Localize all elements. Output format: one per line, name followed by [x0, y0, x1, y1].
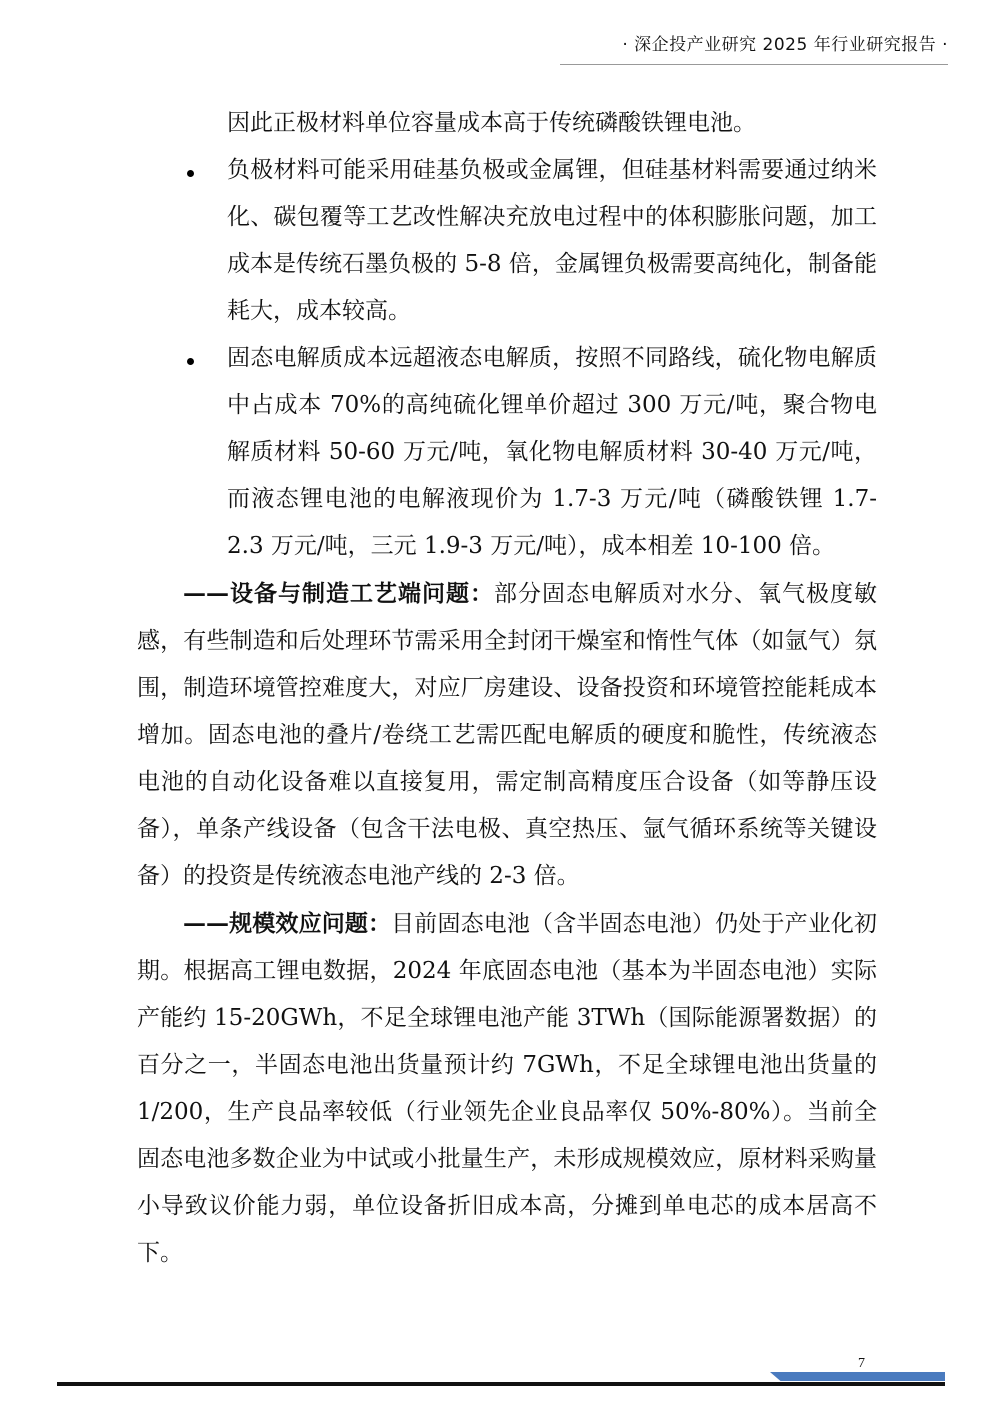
bullet-dot-icon: [187, 358, 194, 365]
footer-accent-stripe: [770, 1372, 945, 1381]
paragraph-equipment: [137, 570, 877, 900]
paragraph-heading: ——设备与制造工艺端问题：: [183, 580, 494, 607]
continued-text: 因此正极材料单位容量成本高于传统磷酸铁锂电池。: [227, 110, 756, 136]
header-divider: [560, 64, 948, 65]
bullet-item-electrolyte: [227, 335, 877, 570]
bullet-item-anode: [227, 147, 877, 335]
paragraph-heading: ——规模效应问题：: [183, 910, 392, 937]
page-header: · 深企投产业研究 2025 年行业研究报告 ·: [622, 35, 948, 55]
footer-divider: [57, 1382, 945, 1386]
paragraph-text: 目前固态电池（含半固态电池）仍处于产业化初期。根据高工锂电数据，2024 年底固态电池（基本为半固态电池）实际产能约 15-20GWh，不足全球锂电池产能 3TWh（国际能源署数据）的百分之一，半固态电池出货量预计约 7GWh，不足全球锂电池出货量的 1/200，生产良品率较低（行业领先企业良品率仅 50%-80%）。当前全固态电池多数企业为中试或小批量生产，未形成规模效应，原材料采购量小导致议价能力弱，单位设备折旧成本高，分摊到单电芯的成本居高不下。: [137, 911, 878, 1266]
bullet-dot-icon: [187, 170, 194, 177]
page-number: 7: [858, 1356, 865, 1371]
bullet-text: 固态电解质成本远超液态电解质，按照不同路线，硫化物电解质中占成本 70%的高纯硫化锂单价超过 300 万元/吨，聚合物电解质材料 50-60 万元/吨，氧化物电解质材料 30-40 万元/吨，而液态锂电池的电解液现价为 1.7-3 万元/吨（磷酸铁锂 1.7-2.3 万元/吨，三元 1.9-3 万元/吨），成本相差 10-100 倍。: [227, 345, 877, 559]
bullet-text: 负极材料可能采用硅基负极或金属锂，但硅基材料需要通过纳米化、碳包覆等工艺改性解决充放电过程中的体积膨胀问题，加工成本是传统石墨负极的 5-8 倍，金属锂负极需要高纯化，制备能耗大，成本较高。: [227, 157, 877, 324]
paragraph-scale: [137, 900, 877, 1277]
report-body: [137, 100, 877, 1277]
paragraph-text: 部分固态电解质对水分、氧气极度敏感，有些制造和后处理环节需采用全封闭干燥室和惰性气体（如氩气）氛围，制造环境管控难度大，对应厂房建设、设备投资和环境管控能耗成本增加。固态电池的叠片/卷绕工艺需匹配电解质的硬度和脆性，传统液态电池的自动化设备难以直接复用，需定制高精度压合设备（如等静压设备），单条产线设备（包含干法电极、真空热压、氩气循环系统等关键设备）的投资是传统液态电池产线的 2-3 倍。: [137, 581, 877, 889]
